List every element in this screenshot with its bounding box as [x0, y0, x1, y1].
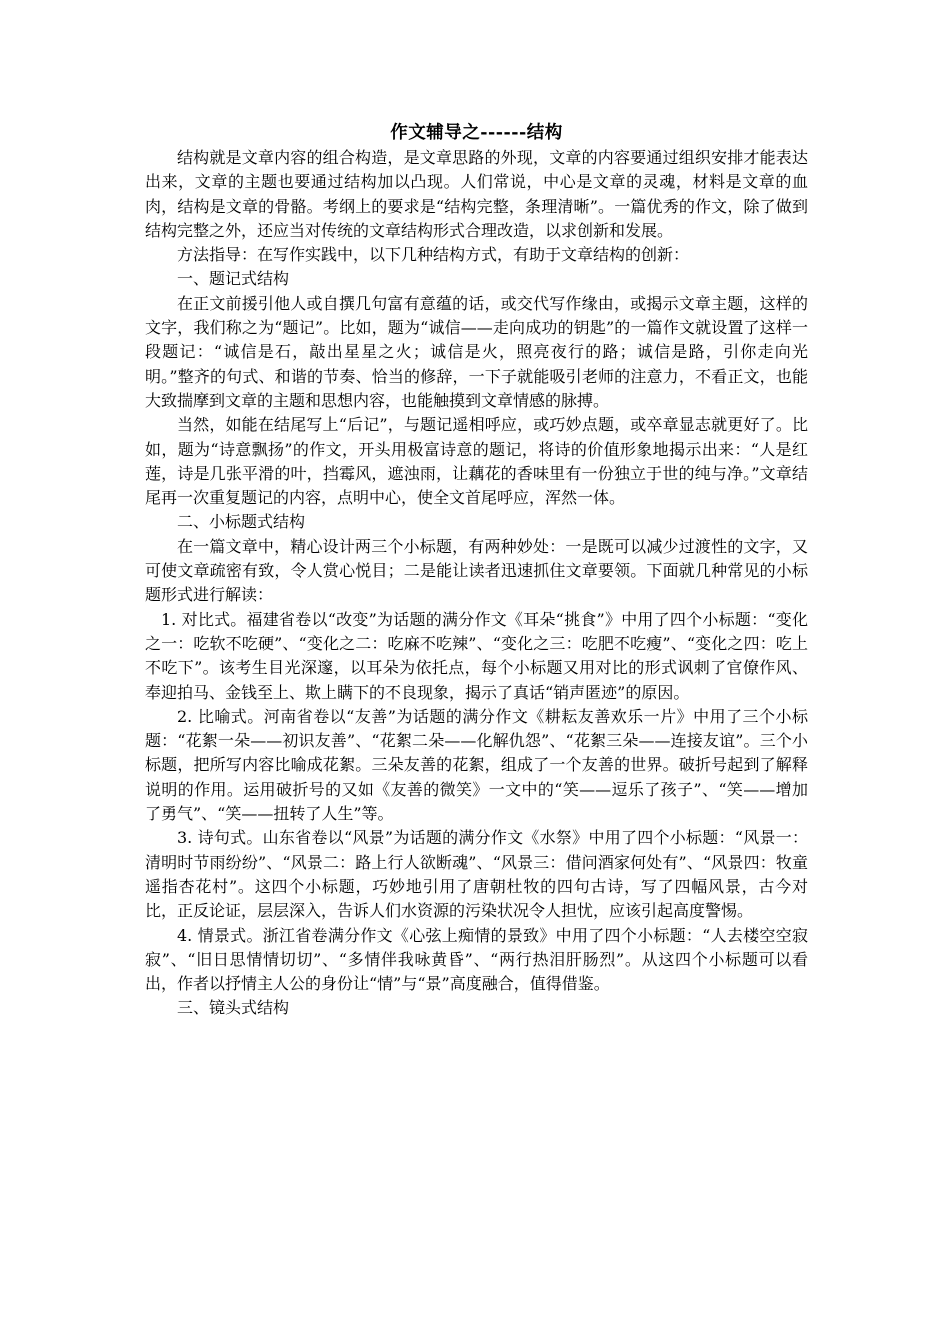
section-heading-3: 三、镜头式结构 [177, 998, 290, 1018]
document-page [145, 120, 808, 1021]
body-paragraph: 在一篇文章中，精心设计两三个小标题，有两种妙处：一是既可以减少过渡性的文字，又可使文章疏密有致，令人赏心悦目；二是能让读者迅速抓住文章要领。下面就几种常见的小标题形式进行解读： [145, 536, 808, 605]
body-paragraph: 当然，如能在结尾写上“后记”，与题记遥相呼应，或巧妙点题，或卒章显志就更好了。比如，题为“诗意飘扬”的作文，开头用极富诗意的题记，将诗的价值形象地揭示出来：“人是红莲，诗是几张平滑的叶，挡霉风，遮浊雨，让藕花的香味里有一份独立于世的纯与净。”文章结尾再一次重复题记的内容，点明中心，使全文首尾呼应，浑然一体。 [145, 415, 808, 508]
section-heading-2: 二、小标题式结构 [177, 512, 306, 532]
document-title: 作文辅导之------结构 [390, 123, 563, 143]
method-guide-paragraph: 方法指导：在写作实践中，以下几种结构方式，有助于文章结构的创新： [177, 245, 690, 265]
intro-paragraph: 结构就是文章内容的组合构造，是文章思路的外现，文章的内容要通过组织安排才能表达出来，文章的主题也要通过结构加以凸现。人们常说，中心是文章的灵魂，材料是文章的血肉，结构是文章的骨骼。考纲上的要求是“结构完整，条理清晰”。一篇优秀的作文，除了做到结构完整之外，还应当对传统的文章结构形式合理改造，以求创新和发展。 [145, 148, 808, 240]
section-heading-1: 一、题记式结构 [177, 269, 290, 289]
list-item-3: 3. 诗句式。山东省卷以“风景”为话题的满分作文《水祭》中用了四个小标题：“风景一：清明时节雨纷纷”、“风景二：路上行人欲断魂”、“风景三：借问酒家何处有”、“风景四：牧童遥指杏花村”。这四个小标题，巧妙地引用了唐朝杜牧的四句古诗，写了四幅风景，古今对比，正反论证，层层深入，告诉人们水资源的污染状况令人担忧，应该引起高度警惕。 [145, 828, 808, 921]
list-item-1: 1. 对比式。福建省卷以“改变”为话题的满分作文《耳朵“挑食”》中用了四个小标题：“变化之一：吃软不吃硬”、“变化之二：吃麻不吃辣”、“变化之三：吃肥不吃瘦”、“变化之四：吃上不吃下”。该考生目光深邃，以耳朵为依托点，每个小标题又用对比的形式讽刺了官僚作风、奉迎拍马、金钱至上、欺上瞒下的不良现象，揭示了真话“销声匿迹”的原因。 [145, 609, 808, 702]
list-item-2: 2. 比喻式。河南省卷以“友善”为话题的满分作文《耕耘友善欢乐一片》中用了三个小标题：“花絮一朵——初识友善”、“花絮二朵——化解仇怨”、“花絮三朵——连接友谊”。三个小标题，把所写内容比喻成花絮。三朵友善的花絮，组成了一个友善的世界。破折号起到了解释说明的作用。运用破折号的又如《友善的微笑》一文中的“笑——逗乐了孩子”、“笑——增加了勇气”、“笑——扭转了人生”等。 [145, 706, 808, 824]
list-item-4: 4. 情景式。浙江省卷满分作文《心弦上痴情的景致》中用了四个小标题：“人去楼空空寂寂”、“旧日思情情切切”、“多情伴我咏黄昏”、“两行热泪肝肠烈”。从这四个小标题可以看出，作者以抒情主人公的身份让“情”与“景”高度融合，值得借鉴。 [145, 925, 808, 994]
body-paragraph: 在正文前援引他人或自撰几句富有意蕴的话，或交代写作缘由，或揭示文章主题，这样的文字，我们称之为“题记”。比如，题为“诚信——走向成功的钥匙”的一篇作文就设置了这样一段题记：“诚信是石，敲出星星之火；诚信是火，照亮夜行的路；诚信是路，引你走向光明。”整齐的句式、和谐的节奏、恰当的修辞，一下子就能吸引老师的注意力，不看正文，也能大致揣摩到文章的主题和思想内容，也能触摸到文章情感的脉搏。 [145, 293, 808, 410]
